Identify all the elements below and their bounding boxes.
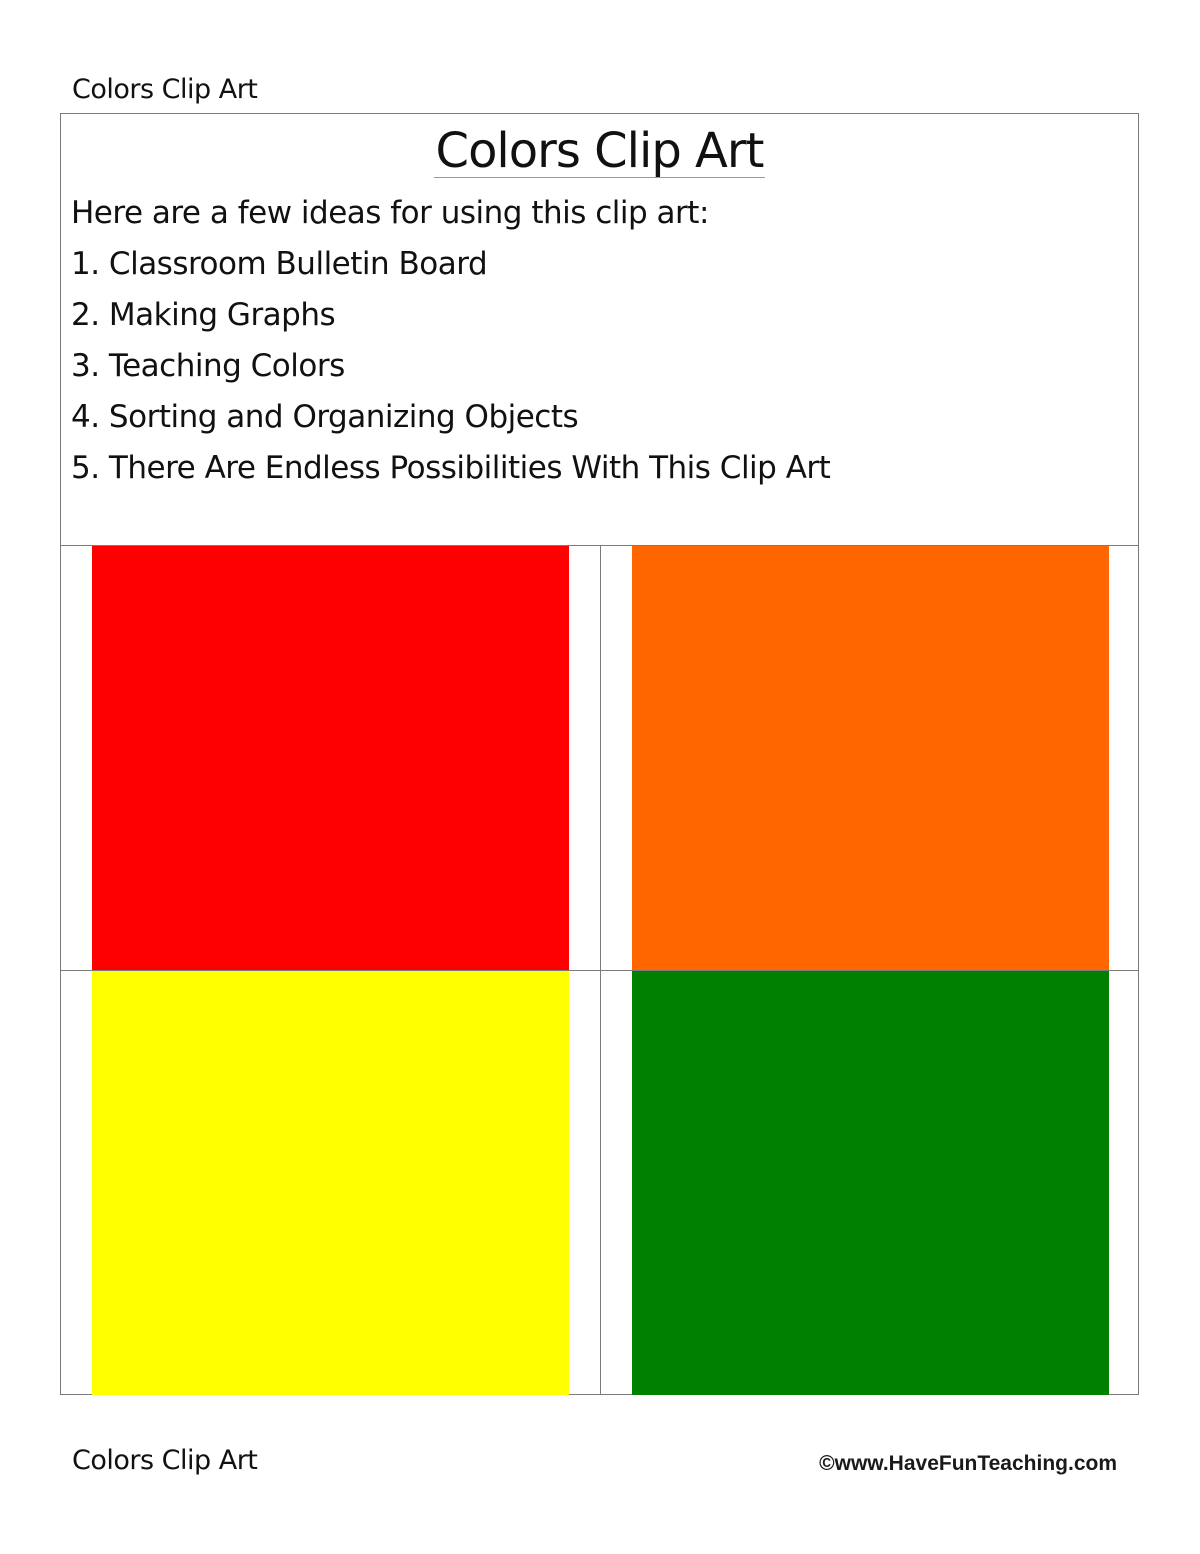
red-swatch bbox=[92, 546, 569, 970]
idea-item-2: 2. Making Graphs bbox=[71, 297, 336, 333]
copyright-link[interactable]: ©www.HaveFunTeaching.com bbox=[819, 1452, 1117, 1475]
worksheet bbox=[60, 113, 1139, 1395]
ideas-list bbox=[71, 244, 830, 499]
idea-item-3: 3. Teaching Colors bbox=[71, 348, 345, 384]
idea-item-4: 4. Sorting and Organizing Objects bbox=[71, 399, 579, 435]
page-title bbox=[61, 122, 1138, 180]
clip-art-cell bbox=[61, 971, 601, 1395]
clip-art-cell bbox=[601, 971, 1139, 1395]
idea-item-5: 5. There Are Endless Possibilities With This Clip Art bbox=[71, 450, 831, 486]
clip-art-grid bbox=[61, 546, 1138, 1395]
header-label: Colors Clip Art bbox=[72, 74, 258, 105]
footer-label: Colors Clip Art bbox=[72, 1445, 258, 1476]
yellow-swatch bbox=[92, 971, 569, 1395]
intro-section bbox=[61, 114, 1138, 546]
idea-item-1: 1. Classroom Bulletin Board bbox=[71, 246, 488, 282]
green-swatch bbox=[632, 971, 1109, 1395]
clip-art-cell bbox=[601, 546, 1139, 971]
clip-art-cell bbox=[61, 546, 601, 971]
orange-swatch bbox=[632, 546, 1109, 970]
intro-text: Here are a few ideas for using this clip art: bbox=[71, 195, 709, 231]
page-title-text: Colors Clip Art bbox=[435, 123, 764, 179]
